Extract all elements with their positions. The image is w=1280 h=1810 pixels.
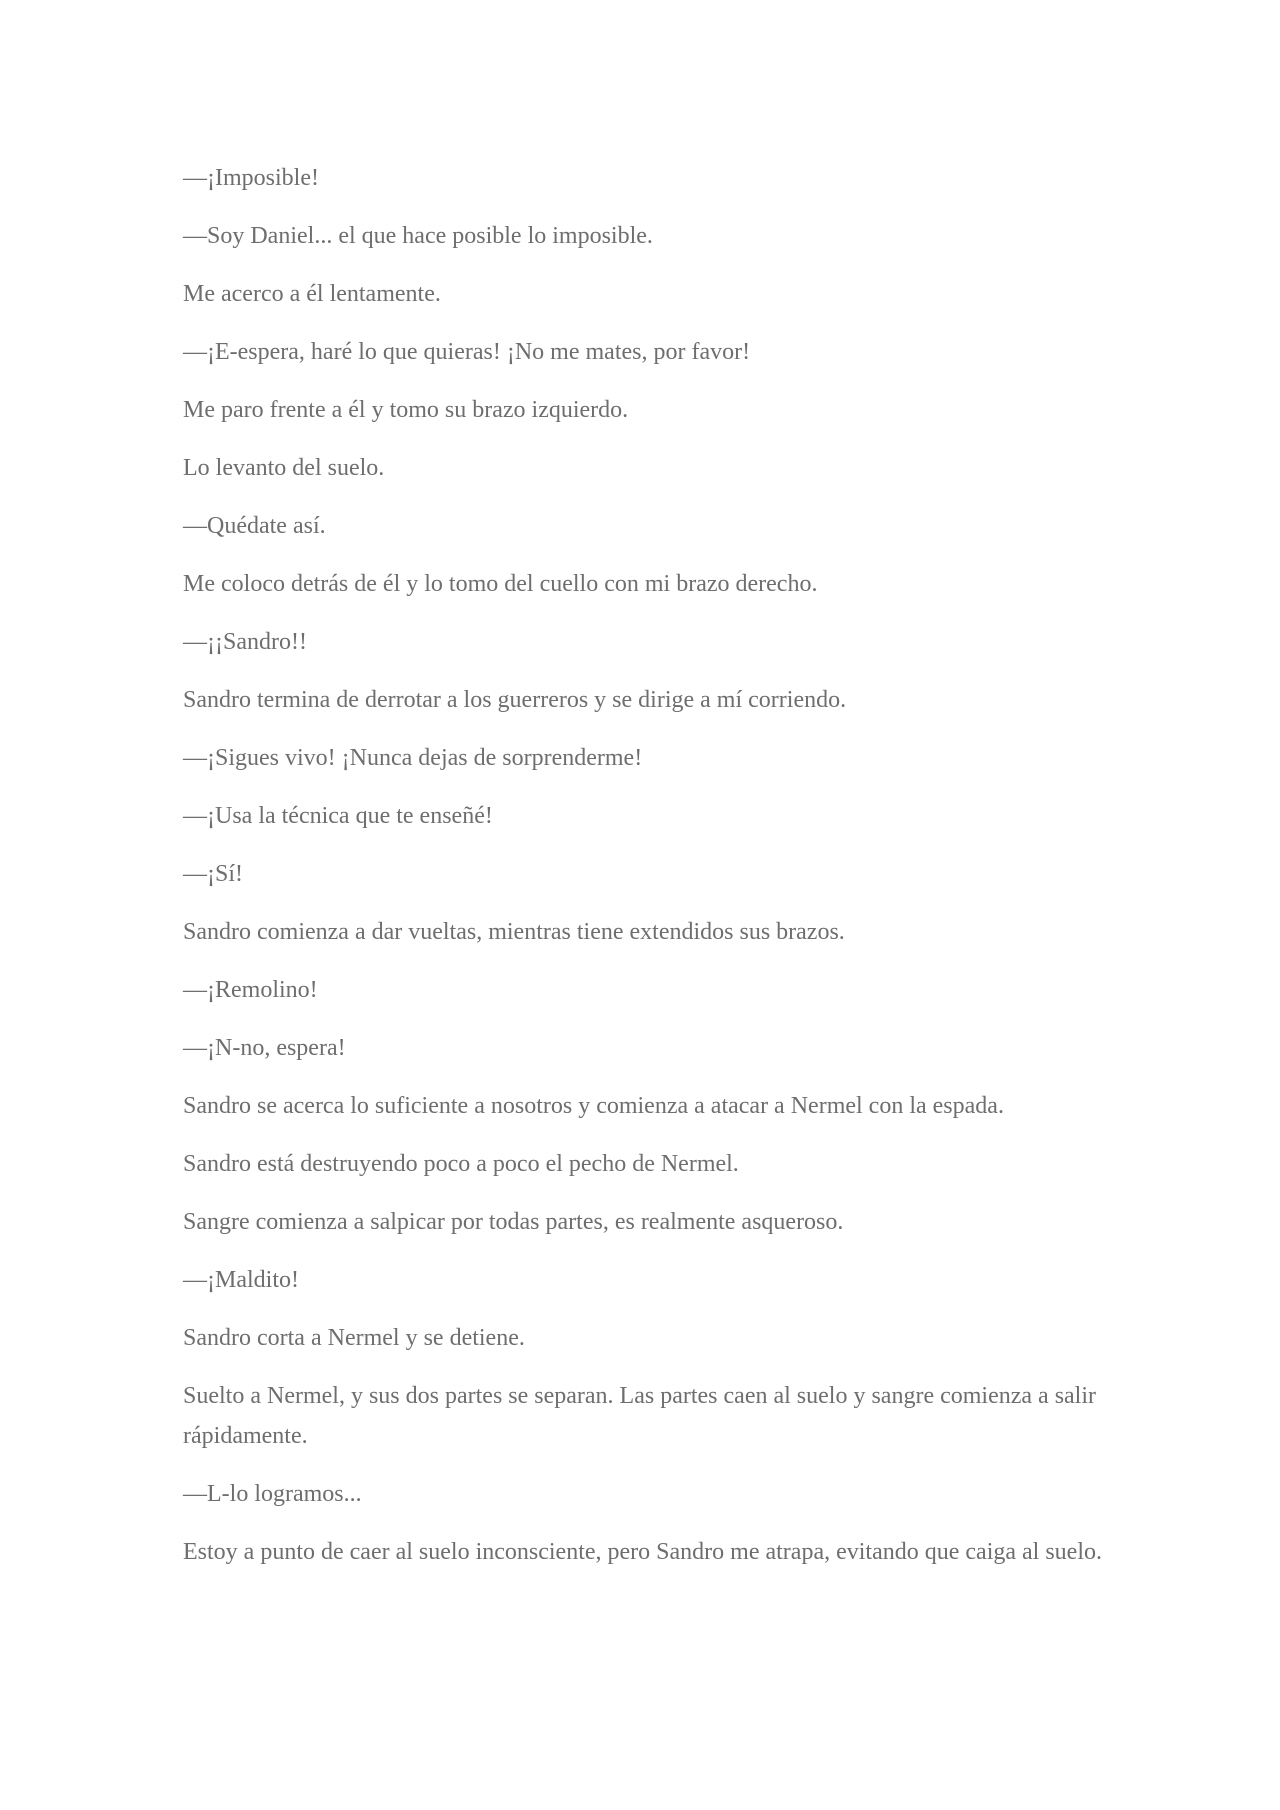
paragraph: —¡Sí!: [183, 861, 243, 887]
paragraph: Me acerco a él lentamente.: [183, 281, 441, 307]
paragraph: —¡N-no, espera!: [183, 1035, 346, 1061]
paragraph: Sandro termina de derrotar a los guerreros y se dirige a mí corriendo.: [183, 687, 847, 713]
paragraph: Me coloco detrás de él y lo tomo del cuello con mi brazo derecho.: [183, 571, 818, 597]
paragraph: Lo levanto del suelo.: [183, 455, 385, 481]
paragraph: —Soy Daniel... el que hace posible lo imposible.: [183, 223, 653, 249]
paragraph: Me paro frente a él y tomo su brazo izquierdo.: [183, 397, 629, 423]
paragraph: Sandro está destruyendo poco a poco el pecho de Nermel.: [183, 1151, 739, 1177]
paragraph: Suelto a Nermel, y sus dos partes se separan. Las partes caen al suelo y sangre comienza a salir rápidamente.: [183, 1383, 1097, 1449]
paragraph: —¡Remolino!: [183, 977, 318, 1003]
paragraph: Sandro comienza a dar vueltas, mientras tiene extendidos sus brazos.: [183, 919, 845, 945]
paragraph: —¡Maldito!: [183, 1267, 299, 1293]
paragraph: —¡Imposible!: [183, 165, 319, 191]
paragraph: —L-lo logramos...: [183, 1481, 362, 1507]
paragraph: —Quédate así.: [183, 513, 326, 539]
paragraph: Sandro corta a Nermel y se detiene.: [183, 1325, 525, 1351]
paragraph: —¡Usa la técnica que te enseñé!: [183, 803, 493, 829]
paragraph: —¡E-espera, haré lo que quieras! ¡No me mates, por favor!: [183, 339, 751, 365]
paragraph: —¡Sigues vivo! ¡Nunca dejas de sorprenderme!: [183, 745, 643, 771]
paragraph: —¡¡Sandro!!: [183, 629, 307, 655]
document-body: [183, 158, 1103, 1590]
paragraph: Sangre comienza a salpicar por todas partes, es realmente asqueroso.: [183, 1209, 844, 1235]
paragraph: Estoy a punto de caer al suelo inconsciente, pero Sandro me atrapa, evitando que caiga al suelo.: [183, 1539, 1102, 1565]
paragraph: Sandro se acerca lo suficiente a nosotros y comienza a atacar a Nermel con la espada.: [183, 1093, 1004, 1119]
